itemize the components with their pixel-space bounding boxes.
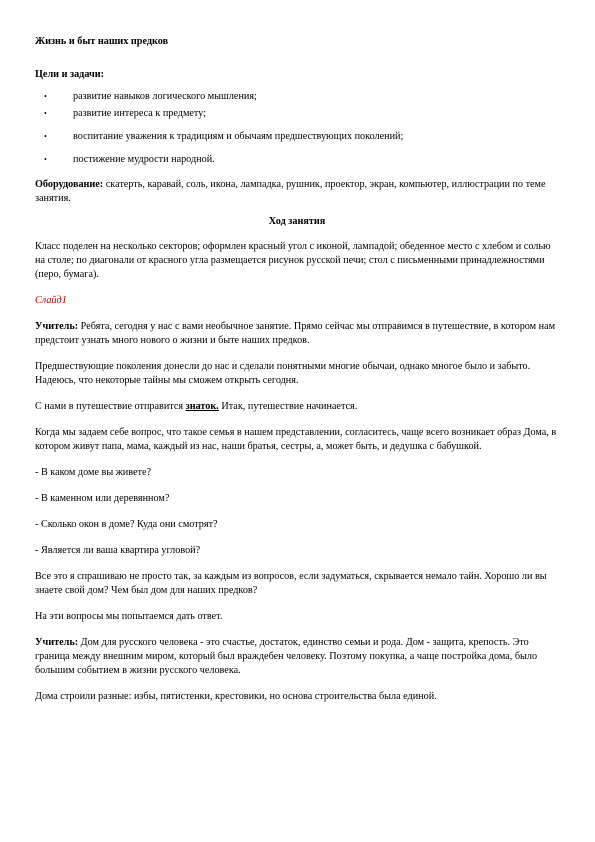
teacher-paragraph-1 xyxy=(35,320,559,348)
bullet-icon: • xyxy=(44,109,47,118)
question-1: - В каком доме вы живете? xyxy=(35,467,151,478)
paragraph-5: Все это я спрашиваю не просто так, за каждым из вопросов, если задуматься, скрывается немало тайн. Хорошо ли вы знаете свой дом? Чем был дом для наших предков? xyxy=(35,571,547,596)
teacher-paragraph-2 xyxy=(35,636,559,678)
list-item xyxy=(35,107,559,121)
section-heading: Ход занятия xyxy=(268,216,326,227)
question-2: - В каменном или деревянном? xyxy=(35,493,170,504)
document-body xyxy=(35,35,559,716)
question-4: - Является ли ваша квартира угловой? xyxy=(35,545,201,556)
slide-label: Слайд1 xyxy=(35,295,67,306)
paragraph-text: Ребята, сегодня у нас с вами необычное занятие. Прямо сейчас мы отправимся в путешествие, в котором нам предстоит узнать много нового о жизни и быте наших предков. xyxy=(35,321,556,346)
goal-text: развитие навыков логического мышления; xyxy=(73,91,257,102)
list-item xyxy=(35,130,559,144)
paragraph-2: Предшествующие поколения донесли до нас и сделали понятными многие обычаи, однако многое было и забыто. Надеюсь, что некоторые тайны мы сможем открыть сегодня. xyxy=(35,361,531,386)
bullet-icon: • xyxy=(44,92,47,101)
paragraph-4: Когда мы задаем себе вопрос, что такое семья в нашем представлении, согласитесь, чаще всего возникает образ Дома, в котором живут папа, мама, каждый из нас, наши братья, сестры, а, может быть, и дедушка с бабушкой. xyxy=(35,427,557,452)
paragraph-text: Итак, путешествие начинается. xyxy=(218,401,358,412)
list-item xyxy=(35,153,559,167)
bullet-icon: • xyxy=(44,132,47,141)
equipment-label: Оборудование: xyxy=(35,179,104,190)
paragraph-text: С нами в путешествие отправится xyxy=(35,401,186,412)
goals-heading: Цели и задачи: xyxy=(35,69,105,80)
list-item xyxy=(35,90,559,104)
bullet-icon: • xyxy=(44,155,47,164)
paragraph-3 xyxy=(35,400,559,414)
goal-text: воспитание уважения к традициям и обычаям предшествующих поколений; xyxy=(73,131,404,142)
question-3: - Сколько окон в доме? Куда они смотрят? xyxy=(35,519,218,530)
document-title: Жизнь и быт наших предков xyxy=(35,36,169,47)
teacher-label: Учитель: xyxy=(35,637,79,648)
expert-link[interactable]: знаток. xyxy=(185,401,219,412)
teacher-label: Учитель: xyxy=(35,321,79,332)
goal-text: развитие интереса к предмету; xyxy=(73,108,207,119)
goal-text: постижение мудрости народной. xyxy=(73,154,215,165)
equipment-text: скатерть, каравай, соль, икона, лампадка, рушник, проектор, экран, компьютер, иллюстрации по теме занятия. xyxy=(35,179,546,204)
paragraph-8: Дома строили разные: избы, пятистенки, крестовики, но основа строительства была единой. xyxy=(35,691,437,702)
paragraph-6: На эти вопросы мы попытаемся дать ответ. xyxy=(35,611,223,622)
goals-list xyxy=(35,90,559,167)
paragraph-text: Дом для русского человека - это счастье, достаток, единство семьи и рода. Дом - защита, крепость. Это граница между внешним миром, который был враждебен человеку. Поэтому покупка, а чаще постройка дома, было большим событием в жизни русского человека. xyxy=(35,637,538,676)
setup-paragraph: Класс поделен на несколько секторов; оформлен красный угол с иконой, лампадой; обеденное место с хлебом и солью на столе; по диагонали от красного угла размещается рисунок русской печи; стол с письменными принадлежностями (перо, бумага). xyxy=(35,241,551,280)
equipment-paragraph xyxy=(35,178,559,206)
